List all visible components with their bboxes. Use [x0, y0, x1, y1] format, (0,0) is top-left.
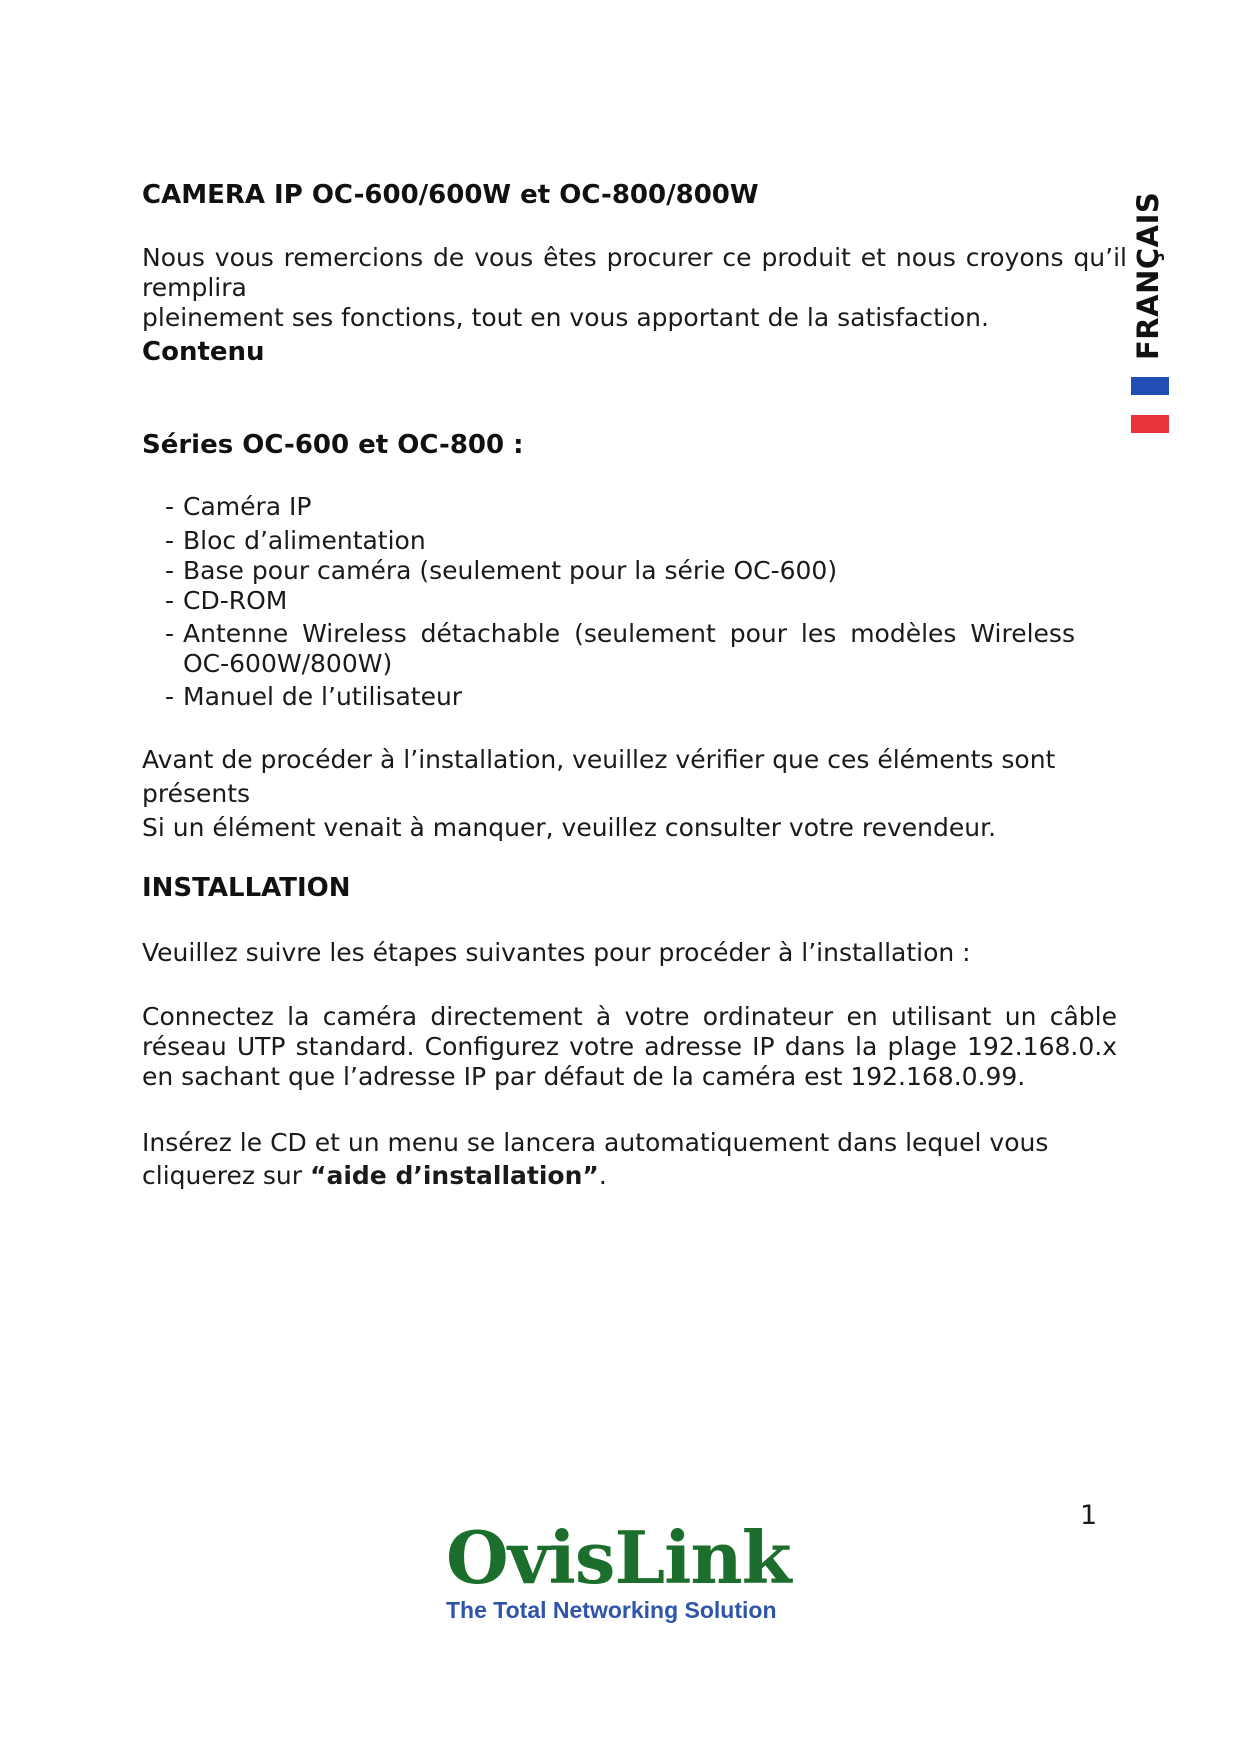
company-tagline: The Total Networking Solution	[446, 1597, 777, 1623]
contents-heading: Contenu	[142, 337, 265, 367]
series-heading: Séries OC-600 et OC-800 :	[142, 430, 524, 460]
list-item: - Bloc d’alimentation	[163, 526, 1075, 556]
intro-paragraph	[142, 243, 1127, 333]
page-number: 1	[1080, 1500, 1098, 1531]
flag-blue-stripe	[1131, 377, 1169, 395]
document-title: CAMERA IP OC-600/600W et OC-800/800W	[142, 180, 759, 210]
installation-intro: Veuillez suivre les étapes suivantes pour procéder à l’installation :	[142, 938, 971, 967]
intro-line-2: pleinement ses fonctions, tout en vous apportant de la satisfaction.	[142, 303, 989, 332]
list-item: - Manuel de l’utilisateur	[163, 682, 1075, 712]
cd-paragraph	[142, 1126, 1107, 1192]
language-label: FRANÇAIS	[1131, 191, 1165, 361]
list-item: - Base pour caméra (seulement pour la série OC-600)	[163, 556, 1075, 586]
check-paragraph	[142, 743, 1127, 845]
check-line-2: Si un élément venait à manquer, veuillez consulter votre revendeur.	[142, 813, 997, 842]
contents-list-cont	[163, 526, 1075, 712]
connect-paragraph: Connectez la caméra directement à votre ordinateur en utilisant un câble réseau UTP standard. Configurez votre adresse IP dans la plage 192.168.0.x en sachant que l’adresse IP par défaut de la caméra est 192.168.0.99.	[142, 1002, 1117, 1091]
install-help-label: “aide d’installation”	[310, 1161, 599, 1190]
installation-heading: INSTALLATION	[142, 873, 351, 903]
cd-end: .	[598, 1161, 607, 1190]
company-logo: OvisLink	[446, 1515, 791, 1600]
flag-red-stripe	[1131, 415, 1169, 433]
list-item: - Caméra IP	[163, 492, 312, 522]
cd-text: Insérez le CD et un menu se lancera automatiquement dans lequel vous cliquerez sur	[142, 1128, 1049, 1190]
intro-line-1: Nous vous remercions de vous êtes procurer ce produit et nous croyons qu’il remplira	[142, 243, 1127, 302]
check-line-1: Avant de procéder à l’installation, veuillez vérifier que ces éléments sont présents	[142, 745, 1056, 808]
list-item: - Antenne Wireless détachable (seulement pour les modèles Wireless OC-600W/800W)	[163, 619, 1075, 679]
list-item: - CD-ROM	[163, 586, 1075, 619]
